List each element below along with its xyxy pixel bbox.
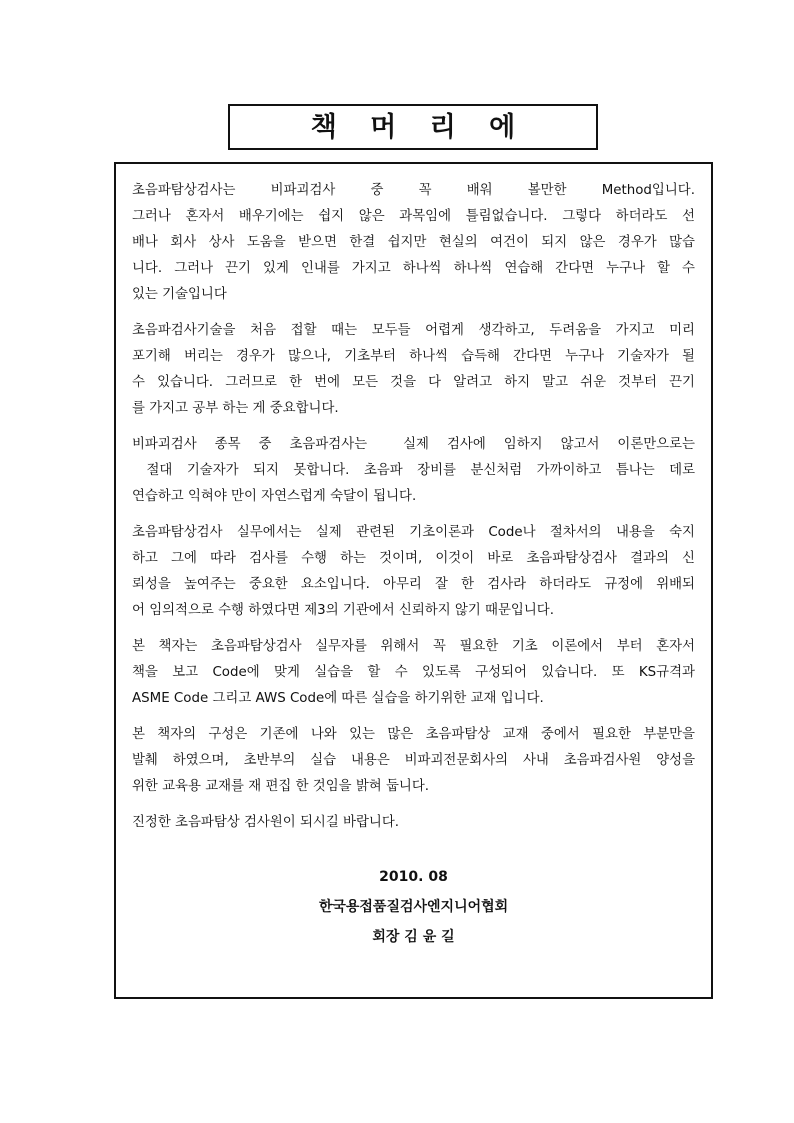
paragraph-line: 초음파탐상검사는 비파괴검사 중 꼭 배워 볼만한 Method입니다. [132, 183, 695, 198]
paragraph-line: 진정한 초음파탐상 검사원이 되시길 바랍니다. [132, 815, 400, 830]
paragraph-line: 연습하고 익혀야 만이 자연스럽게 숙달이 됩니다. [132, 489, 417, 504]
signature-author: 회장 김 윤 길 [372, 929, 455, 945]
paragraph-line: 절대 기술자가 되지 못합니다. 초음파 장비를 분신처럼 가까이하고 틈나는 데로 [132, 463, 695, 478]
preface-body [114, 162, 713, 999]
paragraph [132, 178, 695, 308]
paragraph [132, 520, 695, 624]
signature-block [132, 862, 695, 952]
paragraph-line: 포기해 버리는 경우가 많으나, 기초부터 하나씩 습득해 간다면 누구나 기술자가 될 [132, 349, 695, 364]
paragraph-line: ASME Code 그리고 AWS Code에 따른 실습을 하기위한 교재 입니다. [132, 691, 544, 706]
paragraph [132, 318, 695, 422]
paragraph-line: 본 책자의 구성은 기존에 나와 있는 많은 초음파탐상 교재 중에서 필요한 부분만을 [132, 727, 695, 742]
paragraph [132, 634, 695, 712]
paragraph [132, 722, 695, 800]
paragraph [132, 810, 695, 836]
paragraph-line: 수 있습니다. 그러므로 한 번에 모든 것을 다 알려고 하지 말고 쉬운 것부터 끈기 [132, 375, 695, 390]
paragraph-line: 배나 회사 상사 도움을 받으면 한결 쉽지만 현실의 여건이 되지 않은 경우가 많습 [132, 235, 695, 250]
signature-date: 2010. 08 [379, 869, 448, 885]
paragraph-line: 발췌 하였으며, 초반부의 실습 내용은 비파괴전문회사의 사내 초음파검사원 양성을 [132, 753, 695, 768]
paragraph-line: 본 책자는 초음파탐상검사 실무자를 위해서 꼭 필요한 기초 이론에서 부터 혼자서 [132, 639, 695, 654]
paragraph-container [132, 178, 695, 836]
paragraph-line: 비파괴검사 종목 중 초음파검사는 실제 검사에 임하지 않고서 이론만으로는 [132, 437, 695, 452]
paragraph-line: 어 임의적으로 수행 하였다면 제3의 기관에서 신뢰하지 않기 때문입니다. [132, 603, 554, 618]
paragraph-line: 위한 교육용 교재를 재 편집 한 것임을 밝혀 둡니다. [132, 779, 430, 794]
paragraph-line: 를 가지고 공부 하는 게 중요합니다. [132, 401, 339, 416]
paragraph-line: 초음파검사기술을 처음 접할 때는 모두들 어렵게 생각하고, 두려움을 가지고 미리 [132, 323, 695, 338]
paragraph-line: 초음파탐상검사 실무에서는 실제 관련된 기초이론과 Code나 절차서의 내용을 숙지 [132, 525, 695, 540]
paragraph [132, 432, 695, 510]
paragraph-line: 있는 기술입니다 [132, 287, 227, 302]
page-title: 책 머 리 에 [310, 111, 528, 143]
paragraph-line: 하고 그에 따라 검사를 수행 하는 것이며, 이것이 바로 초음파탐상검사 결과의 신 [132, 551, 695, 566]
title-box [228, 104, 598, 150]
paragraph-line: 그러나 혼자서 배우기에는 쉽지 않은 과목임에 틀림없습니다. 그렇다 하더라도 선 [132, 209, 695, 224]
signature-organization: 한국용접품질검사엔지니어협회 [318, 899, 509, 915]
paragraph-line: 뢰성을 높여주는 중요한 요소입니다. 아무리 잘 한 검사라 하더라도 규정에 위배되 [132, 577, 695, 592]
paragraph-line: 니다. 그러나 끈기 있게 인내를 가지고 하나씩 하나씩 연습해 간다면 누구나 할 수 [132, 261, 695, 276]
paragraph-line: 책을 보고 Code에 맞게 실습을 할 수 있도록 구성되어 있습니다. 또 KS규격과 [132, 665, 695, 680]
